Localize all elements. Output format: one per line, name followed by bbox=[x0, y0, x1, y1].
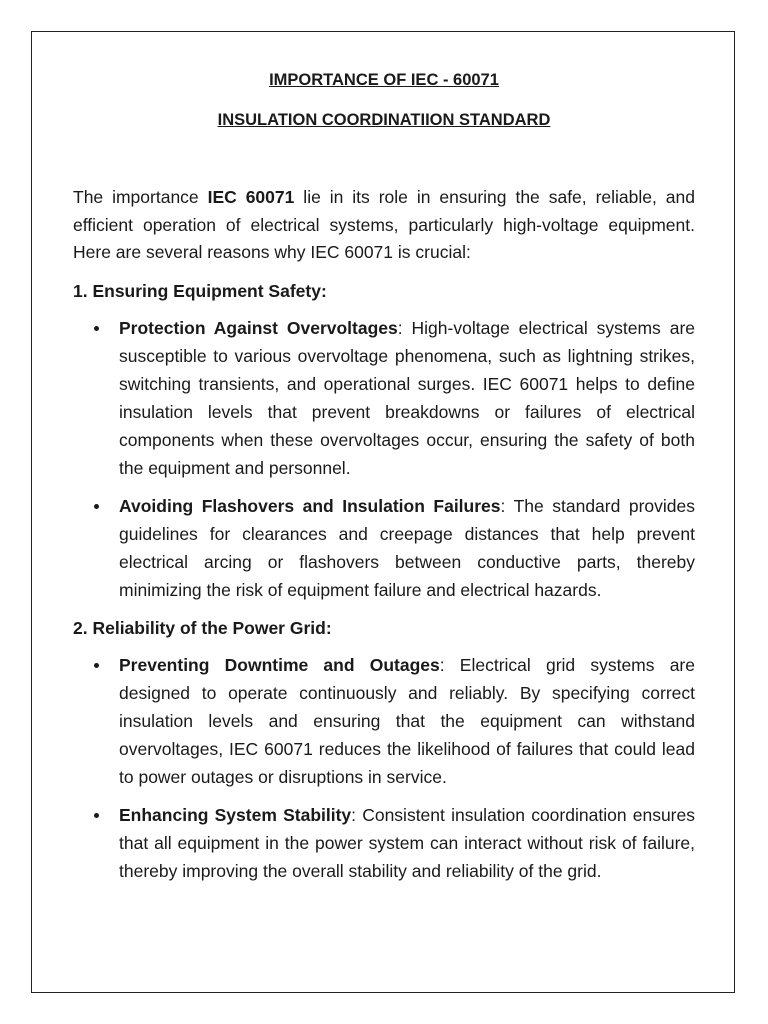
document-title: IMPORTANCE OF IEC - 60071 bbox=[269, 71, 499, 89]
bullet-title: Avoiding Flashovers and Insulation Failures bbox=[119, 495, 501, 516]
intro-paragraph bbox=[73, 184, 695, 267]
bullet-list bbox=[73, 651, 695, 885]
list-item bbox=[73, 801, 695, 885]
section-heading: 2. Reliability of the Power Grid: bbox=[73, 617, 332, 638]
bullet-icon bbox=[94, 663, 99, 668]
bullet-title: Preventing Downtime and Outages bbox=[119, 654, 440, 675]
bullet-list bbox=[73, 314, 695, 604]
section-heading: 1. Ensuring Equipment Safety: bbox=[73, 280, 327, 301]
bullet-text: : Electrical grid systems are designed to operate continuously and reliably. By specifying correct insulation levels and ensuring that the equipment can withstand overvoltages, IEC 60071 reduces the likelihood of failures that could lead to power outages or disruptions in service. bbox=[119, 654, 695, 787]
intro-bold: IEC 60071 bbox=[207, 187, 295, 207]
bullet-text: : The standard provides guidelines for clearances and creepage distances that help prevent electrical arcing or flashovers between conductive parts, thereby minimizing the risk of equipment failure and electrical hazards. bbox=[119, 495, 695, 600]
bullet-icon bbox=[94, 813, 99, 818]
list-item bbox=[73, 314, 695, 482]
bullet-text: : High-voltage electrical systems are susceptible to various overvoltage phenomena, such as lightning strikes, switching transients, and operational surges. IEC 60071 helps to define insulation levels that prevent breakdowns or failures of electrical components when these overvoltages occur, ensuring the safety of both the equipment and personnel. bbox=[119, 317, 696, 478]
bullet-text: : Consistent insulation coordination ensures that all equipment in the power system can interact without risk of failure, thereby improving the overall stability and reliability of the grid. bbox=[119, 804, 695, 881]
bullet-icon bbox=[94, 326, 99, 331]
bullet-title: Protection Against Overvoltages bbox=[119, 317, 398, 338]
list-item bbox=[73, 651, 695, 791]
document-body bbox=[73, 68, 695, 895]
intro-suffix: lie in its role in ensuring the safe, reliable, and efficient operation of electrical systems, particularly high-voltage equipment. Here are several reasons why IEC 60071 is crucial: bbox=[73, 187, 696, 262]
bullet-title: Enhancing System Stability bbox=[119, 804, 352, 825]
document-subtitle: INSULATION COORDINATIION STANDARD bbox=[217, 111, 551, 129]
list-item bbox=[73, 492, 695, 604]
intro-prefix: The importance bbox=[73, 187, 208, 207]
bullet-icon bbox=[94, 504, 99, 509]
